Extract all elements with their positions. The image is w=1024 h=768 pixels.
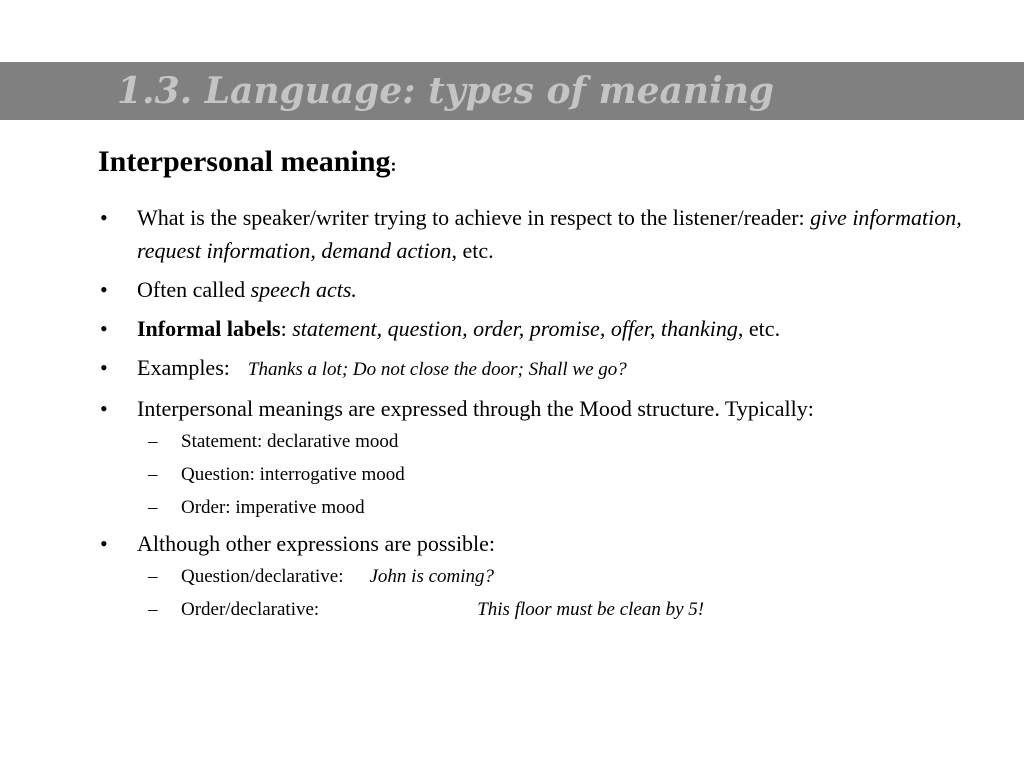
bullet-text: Examples: (137, 355, 230, 380)
sub-bullet-item (98, 494, 978, 521)
sub-bullet-item (98, 563, 978, 590)
dash-marker: – (148, 599, 158, 620)
bullet-text: What is the speaker/writer trying to achieve in respect to the listener/reader: (137, 205, 811, 230)
bullet-list (98, 201, 978, 629)
title-bar (0, 62, 1024, 120)
bullet-italic-text: give information, request information, demand action (137, 205, 962, 263)
dash-marker: – (148, 566, 158, 587)
bullet-marker: • (100, 355, 108, 380)
bullet-marker: • (100, 531, 108, 556)
bullet-item (98, 273, 978, 306)
section-heading-colon: : (390, 155, 397, 175)
bullet-text: Although other expressions are possible: (137, 531, 496, 556)
bullet-item (98, 351, 978, 386)
bullet-italic-text: statement, question, order, promise, offer, thanking (292, 316, 738, 341)
section-heading-text: Interpersonal meaning (98, 145, 391, 178)
bullet-text: Interpersonal meanings are expressed through the Mood structure. Typically: (137, 396, 814, 421)
bullet-tail-text: , etc. (737, 316, 781, 341)
sub-bullet-list (98, 563, 978, 623)
bullet-bold-text: Informal labels (137, 316, 281, 341)
bullet-example-text: Thanks a lot; Do not close the door; Shall we go? (247, 359, 627, 380)
slide-title: 1.3. Language: types of meaning (117, 70, 775, 112)
sub-bullet-item (98, 461, 978, 488)
bullet-text: Often called (137, 277, 251, 302)
dash-marker: – (148, 431, 158, 452)
sub-bullet-example-text: John is coming? (369, 566, 495, 587)
bullet-item (98, 312, 978, 345)
section-heading (98, 145, 397, 179)
bullet-marker: • (100, 205, 108, 230)
sub-bullet-text: Question/declarative: (181, 566, 344, 587)
dash-marker: – (148, 497, 158, 518)
bullet-item (98, 201, 978, 267)
dash-marker: – (148, 464, 158, 485)
bullet-marker: • (100, 316, 108, 341)
sub-bullet-item (98, 596, 978, 623)
sub-bullet-example-text: This floor must be clean by 5! (477, 599, 705, 620)
sub-bullet-text: Question: interrogative mood (181, 464, 405, 485)
sub-bullet-text: Statement: declarative mood (181, 431, 399, 452)
bullet-item (98, 527, 978, 560)
sub-bullet-text: Order: imperative mood (181, 497, 365, 518)
bullet-item (98, 392, 978, 425)
sub-bullet-text: Order/declarative: (181, 599, 320, 620)
bullet-tail-text: , etc. (451, 238, 494, 263)
bullet-italic-text: speech acts. (250, 277, 357, 302)
bullet-marker: • (100, 396, 108, 421)
bullet-marker: • (100, 277, 108, 302)
bullet-text: : (280, 316, 293, 341)
sub-bullet-item (98, 428, 978, 455)
sub-bullet-list (98, 428, 978, 521)
